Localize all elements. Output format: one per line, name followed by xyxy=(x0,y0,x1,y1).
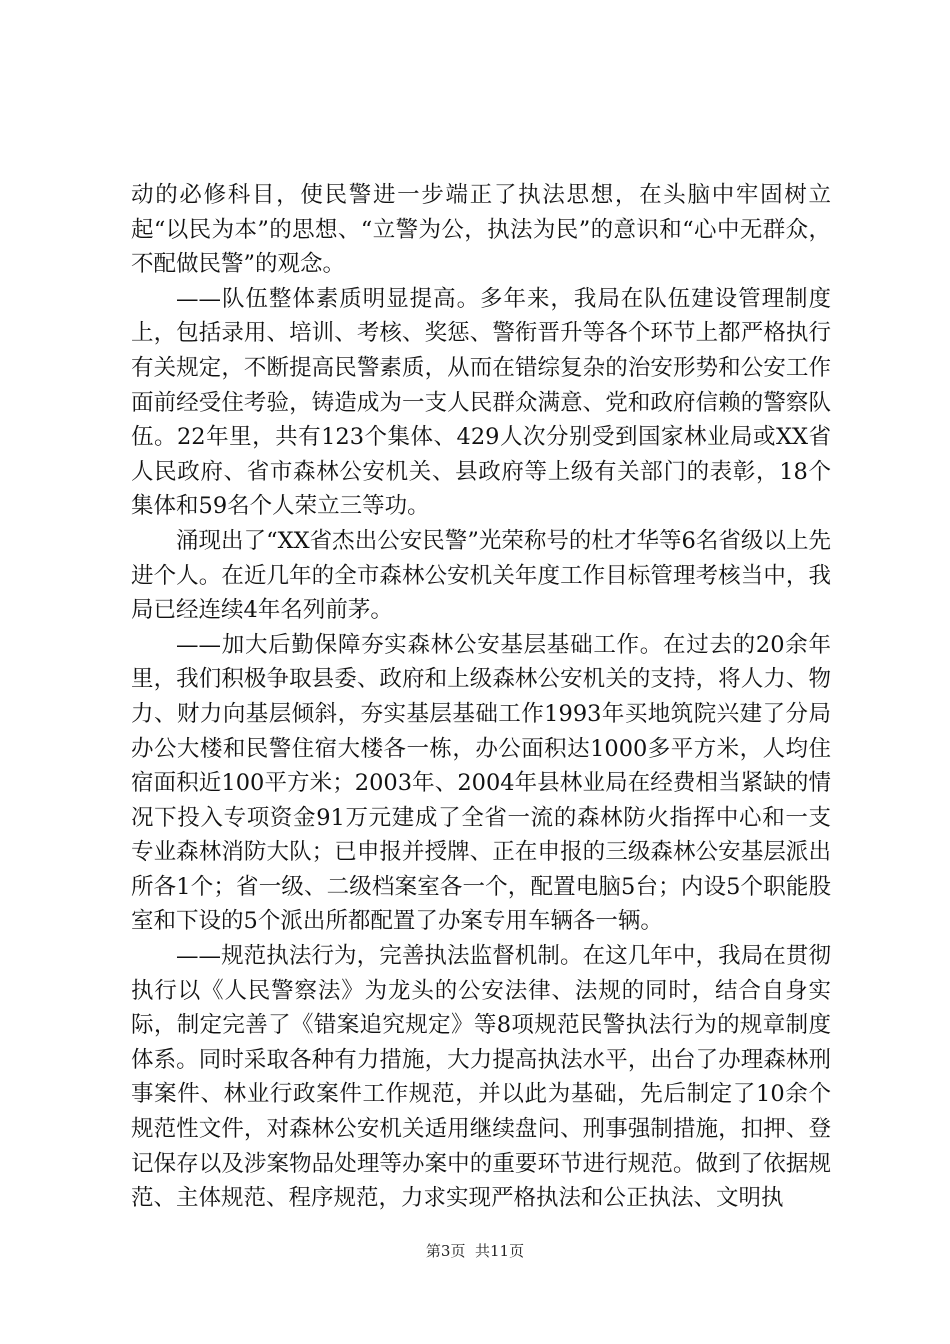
paragraph-logistics-support: ——加大后勤保障夯实森林公安基层基础工作。在过去的20余年里，我们积极争取县委、政府和上级森林公安机关的支持，将人力、物力、财力向基层倾斜，夯实基层基础工作1993年买地筑院兴建了分局办公大楼和民警住宿大楼各一栋，办公面积达1000多平方米，人均住宿面积近100平方米；2003年、2004年县林业局在经费相当紧缺的情况下投入专项资金91万元建成了全省一流的森林防火指挥中心和一支专业森林消防大队；已申报并授牌、正在申报的三级森林公安基层派出所各1个；省一级、二级档案室各一个，配置电脑5台；内设5个职能股室和下设的5个派出所都配置了办案专用车辆各一辆。 xyxy=(131,631,831,935)
paragraph-advanced-individuals: 涌现出了“XX省杰出公安民警”光荣称号的杜才华等6名省级以上先进个人。在近几年的全市森林公安机关年度工作目标管理考核当中，我局已经连续4年名列前茅。 xyxy=(131,527,831,624)
page-number-footer: 第3页 共11页 xyxy=(425,1242,525,1260)
paragraph-continuation: 动的必修科目，使民警进一步端正了执法思想，在头脑中牢固树立起“以民为本”的思想、“立警为公，执法为民”的意识和“心中无群众，不配做民警”的观念。 xyxy=(131,182,831,278)
document-body xyxy=(131,178,831,1216)
paragraph-team-quality: ——队伍整体素质明显提高。多年来，我局在队伍建设管理制度上，包括录用、培训、考核、奖惩、警衔晋升等各个环节上都严格执行有关规定，不断提高民警素质，从而在错综复杂的治安形势和公安工作面前经受住考验，铸造成为一支人民群众满意、党和政府信赖的警察队伍。22年里，共有123个集体、429人次分别受到国家林业局或XX省人民政府、省市森林公安机关、县政府等上级有关部门的表彰，18个集体和59名个人荣立三等功。 xyxy=(131,285,831,520)
paragraph-law-enforcement: ——规范执法行为，完善执法监督机制。在这几年中，我局在贯彻执行以《人民警察法》为龙头的公安法律、法规的同时，结合自身实际，制定完善了《错案追究规定》等8项规范民警执法行为的规章制度体系。同时采取各种有力措施，大力提高执法水平，出台了办理森林刑事案件、林业行政案件工作规范，并以此为基础，先后制定了10余个规范性文件，对森林公安机关适用继续盘问、刑事强制措施，扣押、登记保存以及涉案物品处理等办案中的重要环节进行规范。做到了依据规范、主体规范、程序规范，力求实现严格执法和公正执法、文明执 xyxy=(131,943,831,1212)
